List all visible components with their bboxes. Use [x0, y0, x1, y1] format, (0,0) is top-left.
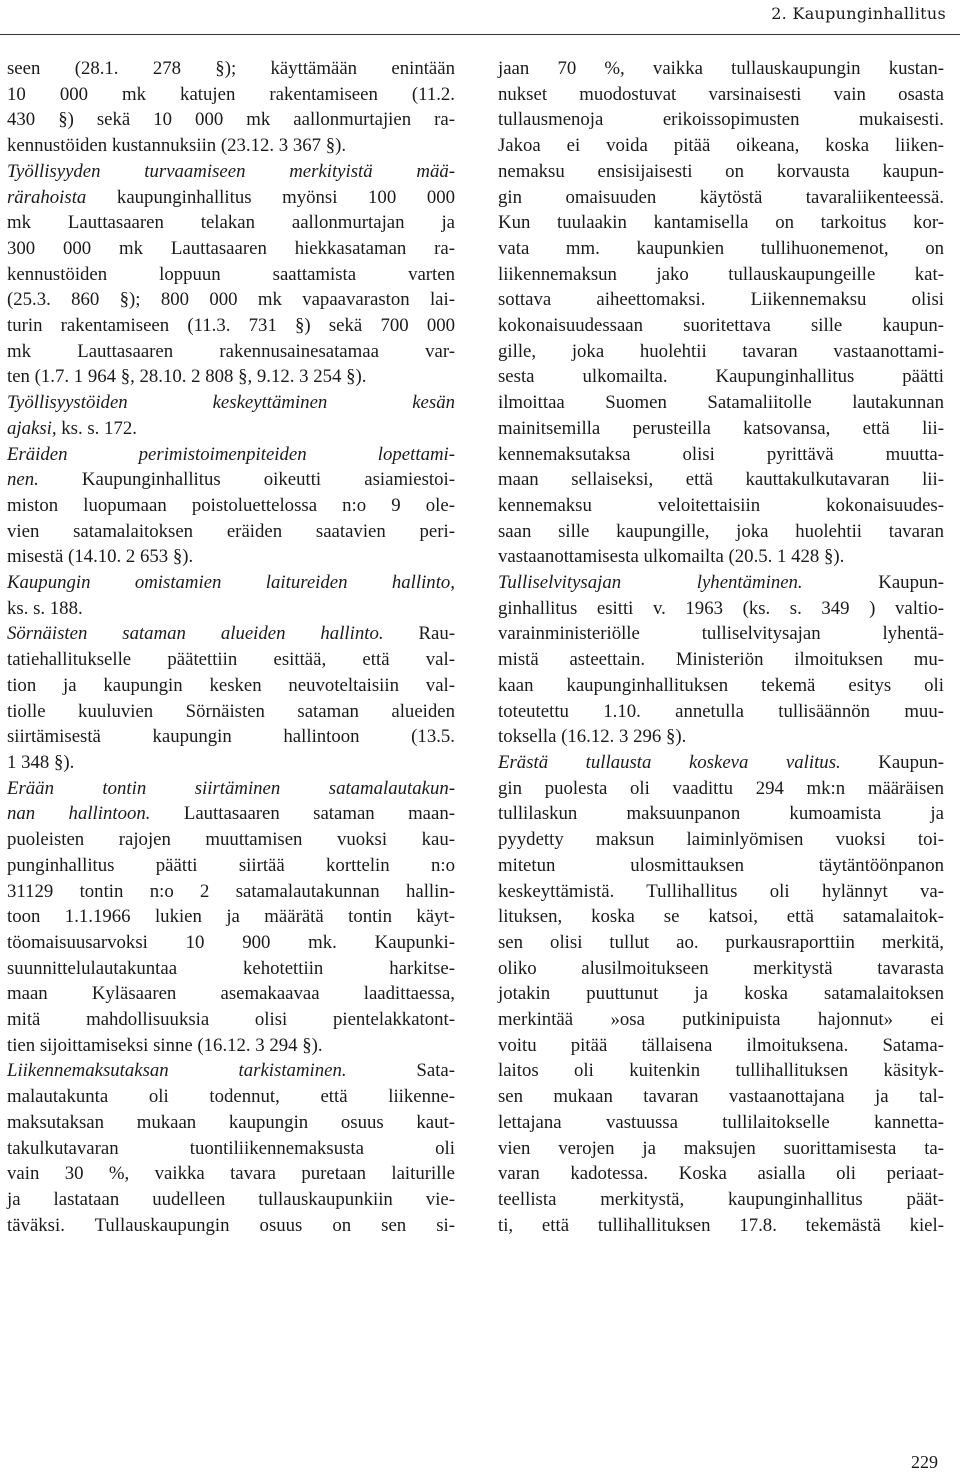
text-run: teellista merkitystä, kaupunginhallitus päät-: [498, 1188, 944, 1210]
text-line: [7, 570, 455, 596]
text-run: sesta ulkomailta. Kaupunginhallitus päätti: [498, 366, 944, 388]
text-run: oliko alusilmoitukseen merkitystä tavarasta: [498, 957, 944, 979]
italic-heading-run: nen.: [7, 469, 39, 491]
text-line: [7, 159, 455, 185]
text-run: Kaupun-: [802, 572, 944, 594]
text-line: [498, 673, 944, 699]
text-line: [7, 1084, 455, 1110]
text-run: ks. s. 172.: [56, 417, 137, 439]
text-line: [498, 776, 944, 802]
text-run: ks. s. 188.: [7, 597, 83, 619]
text-run: mistä asteettain. Ministeriön ilmoituksen mu-: [498, 649, 944, 671]
text-line: [498, 981, 944, 1007]
text-run: lettajana vastuussa tullilaitokselle kannetta-: [498, 1111, 944, 1133]
italic-heading-run: ajaksi,: [7, 417, 57, 439]
text-line: [498, 210, 944, 236]
text-line: [498, 801, 944, 827]
text-line: [498, 1187, 944, 1213]
text-run: seen (28.1. 278 §); käyttämään enintään: [7, 58, 455, 79]
text-line: [498, 287, 944, 313]
header-rule: [0, 34, 960, 35]
text-run: vien verojen ja maksujen suorittamisesta ta-: [498, 1137, 944, 1159]
text-run: 430 §) sekä 10 000 mk aallonmurtajien ra-: [7, 109, 455, 131]
text-line: [7, 647, 455, 673]
text-line: [498, 904, 944, 930]
text-line: [498, 339, 944, 365]
text-line: [7, 390, 455, 416]
right-column: [498, 56, 944, 1238]
text-run: varan kadotessa. Koska asialla oli periaat-: [498, 1163, 944, 1185]
text-line: [7, 364, 455, 390]
text-line: [498, 364, 944, 390]
text-line: [7, 853, 455, 879]
text-line: [7, 1161, 455, 1187]
text-run: gille, joka huolehtii tavaran vastaanottami-: [498, 340, 944, 362]
italic-heading-run: Tulliselvitysajan lyhentäminen.: [498, 572, 803, 594]
text-run: kokonaisuudessaan suoritettava sille kaupun-: [498, 315, 944, 337]
text-run: gin omaisuuden käytöstä tavaraliikenteessä.: [498, 186, 944, 208]
text-line: [498, 544, 944, 570]
text-run: 1 348 §).: [7, 751, 75, 773]
text-line: [498, 853, 944, 879]
text-run: maan Kyläsaaren asemakaavaa laadittaessa,: [7, 983, 455, 1005]
text-run: nukset muodostuvat varsinaisesti vain osasta: [498, 83, 944, 105]
text-line: [498, 442, 944, 468]
text-run: Kun tuulaakin kantamisella on tarkoitus kor-: [498, 212, 944, 234]
text-run: mitä mahdollisuuksia olisi pientelakkatont-: [7, 1009, 455, 1031]
text-run: ti, että tullihallituksen 17.8. tekemästä kiel-: [498, 1214, 944, 1236]
text-line: [7, 1187, 455, 1213]
text-run: nemaksu ensisijaisesti on korvausta kaupun-: [498, 160, 944, 182]
italic-heading-run: rärahoista: [7, 186, 87, 208]
text-line: [7, 442, 455, 468]
text-run: Kaupun-: [840, 751, 944, 773]
text-run: täväksi. Tullauskaupungin osuus on sen si-: [7, 1214, 455, 1236]
text-line: [498, 493, 944, 519]
text-line: [498, 1136, 944, 1162]
text-line: [498, 1033, 944, 1059]
text-run: kennustöiden kustannuksiin (23.12. 3 367 §).: [7, 135, 347, 157]
text-run: vastaanottamisesta ulkomailta (20.5. 1 428 §).: [498, 546, 845, 568]
text-run: toteutettu 1.10. annetulla tullisäännön muu-: [498, 700, 944, 722]
text-run: maksutaksan mukaan kaupungin osuus kaut-: [7, 1111, 455, 1133]
text-line: [498, 1007, 944, 1033]
text-run: suunnittelulautakuntaa kehotettiin harkitse-: [7, 957, 455, 979]
text-run: 300 000 mk Lauttasaaren hiekkasataman ra-: [7, 237, 455, 259]
text-run: jotakin puuttunut ja koska satamalaitoksen: [498, 983, 944, 1005]
text-line: [498, 519, 944, 545]
text-line: [7, 493, 455, 519]
text-line: [498, 647, 944, 673]
text-run: Sata-: [346, 1060, 455, 1082]
text-line: [7, 801, 455, 827]
text-line: [7, 313, 455, 339]
text-run: laitos oli kuitenkin tullihallituksen käsityk-: [498, 1060, 944, 1082]
text-run: tatiehallitukselle päätettiin esittää, että val-: [7, 649, 455, 671]
text-line: [498, 621, 944, 647]
text-line: [498, 699, 944, 725]
text-run: mitetun ulosmittauksen täytäntöönpanon: [498, 854, 944, 876]
text-line: [498, 159, 944, 185]
text-run: mk Lauttasaaren rakennusainesatamaa var-: [7, 340, 455, 362]
text-run: ten (1.7. 1 964 §, 28.10. 2 808 §, 9.12. 3 254 §).: [7, 366, 367, 388]
text-run: gin puolesta oli vaadittu 294 mk:n määräisen: [498, 777, 944, 799]
text-run: siirtämisestä kaupungin hallintoon (13.5.: [7, 726, 455, 748]
text-line: [7, 56, 455, 82]
text-run: pyydetty maksun laiminlyömisen vuoksi toi-: [498, 829, 944, 851]
text-line: [7, 750, 455, 776]
text-line: [7, 133, 455, 159]
text-run: kennemaksu veloitettaisiin kokonaisuudes-: [498, 494, 944, 516]
text-run: 31129 tontin n:o 2 satamalautakunnan hallin-: [7, 880, 455, 902]
text-run: ja lastataan uudelleen tullauskaupunkiin vie-: [7, 1188, 455, 1210]
text-line: [498, 1161, 944, 1187]
text-line: [7, 1058, 455, 1084]
text-run: Rau-: [383, 623, 455, 645]
text-line: [7, 519, 455, 545]
text-run: tiolle kuuluvien Sörnäisten sataman alueiden: [7, 700, 455, 722]
text-run: malautakunta oli todennut, että liikenne-: [7, 1086, 455, 1108]
running-header: 2. Kaupunginhallitus: [771, 4, 946, 23]
text-line: [7, 596, 455, 622]
text-run: jaan 70 %, vaikka tullauskaupungin kustan-: [498, 58, 944, 79]
text-line: [498, 467, 944, 493]
text-run: varainministeriölle tulliselvitysajan lyhentä-: [498, 623, 944, 645]
text-run: kennemaksutaksa olisi pyrittävä muutta-: [498, 443, 944, 465]
text-line: [7, 879, 455, 905]
text-line: [7, 1213, 455, 1239]
text-line: [498, 390, 944, 416]
text-line: [7, 339, 455, 365]
text-line: [7, 956, 455, 982]
text-run: tion ja kaupungin kesken neuvoteltaisiin val-: [7, 674, 455, 696]
text-line: [498, 570, 944, 596]
text-line: [498, 82, 944, 108]
italic-heading-run: Eräiden perimistoimenpiteiden lopettami-: [7, 443, 455, 465]
italic-heading-run: Työllisyystöiden keskeyttäminen kesän: [7, 392, 455, 414]
text-run: tullausmenoja erikoissopimusten mukaisesti.: [498, 109, 944, 131]
italic-heading-run: Sörnäisten sataman alueiden hallinto.: [7, 623, 384, 645]
text-run: kaan kaupunginhallituksen tekemä esitys oli: [498, 674, 944, 696]
text-line: [7, 621, 455, 647]
text-run: maan sellaiseksi, että kauttakulkutavaran lii-: [498, 469, 944, 491]
text-line: [498, 1058, 944, 1084]
text-line: [498, 416, 944, 442]
text-run: Lauttasaaren sataman maan-: [150, 803, 455, 825]
text-run: miston luopumaan poistoluettelossa n:o 9 ole-: [7, 494, 455, 516]
text-run: keskeyttämistä. Tullihallitus oli hylännyt va-: [498, 880, 944, 902]
text-line: [7, 699, 455, 725]
text-run: kennustöiden loppuun saattamista varten: [7, 263, 455, 285]
text-run: takulkutavaran tuontiliikennemaksusta oli: [7, 1137, 455, 1159]
text-run: sen mukaan tavaran vastaanottajana ja tal-: [498, 1086, 944, 1108]
text-line: [498, 1110, 944, 1136]
text-line: [7, 904, 455, 930]
text-run: Jakoa ei voida pitää oikeana, koska liiken-: [498, 135, 944, 157]
text-line: [7, 724, 455, 750]
italic-heading-run: Työllisyyden turvaamiseen merkityistä mää-: [7, 160, 455, 182]
italic-heading-run: Erästä tullausta koskeva valitus.: [498, 751, 841, 773]
text-line: [498, 185, 944, 211]
text-line: [7, 287, 455, 313]
text-line: [7, 1007, 455, 1033]
text-line: [7, 262, 455, 288]
text-line: [498, 107, 944, 133]
text-run: merkintää »osa putkinipuista hajonnut» ei: [498, 1009, 944, 1031]
text-line: [7, 673, 455, 699]
text-line: [7, 1110, 455, 1136]
text-line: [7, 981, 455, 1007]
text-run: vien satamalaitoksen eräiden saatavien peri-: [7, 520, 455, 542]
text-run: saan sille kaupungille, joka huolehtii tavaran: [498, 520, 944, 542]
italic-heading-run: nan hallintoon.: [7, 803, 151, 825]
text-line: [498, 56, 944, 82]
text-run: misestä (14.10. 2 653 §).: [7, 546, 194, 568]
text-line: [7, 930, 455, 956]
text-run: puoleisten rajojen muuttamisen vuoksi kau-: [7, 829, 455, 851]
text-run: punginhallitus päätti siirtää korttelin n:o: [7, 854, 455, 876]
text-line: [498, 956, 944, 982]
text-run: liikennemaksun jako tullauskaupungeille kat-: [498, 263, 944, 285]
text-line: [7, 185, 455, 211]
text-line: [7, 544, 455, 570]
text-run: toksella (16.12. 3 296 §).: [498, 726, 687, 748]
text-run: turin rakentamiseen (11.3. 731 §) sekä 700 000: [7, 315, 455, 337]
text-line: [498, 750, 944, 776]
text-line: [498, 596, 944, 622]
text-line: [498, 724, 944, 750]
text-run: sottava aiheettomaksi. Liikennemaksu olisi: [498, 289, 944, 311]
text-run: mainitsemilla perusteilla katsovansa, että lii-: [498, 417, 944, 439]
text-run: vata mm. kaupunkien tullihuonemenot, on: [498, 237, 944, 259]
text-run: kaupunginhallitus myönsi 100 000: [86, 186, 455, 208]
text-line: [498, 313, 944, 339]
text-run: mk Lauttasaaren telakan aallonmurtajan ja: [7, 212, 455, 234]
text-line: [7, 210, 455, 236]
text-line: [7, 82, 455, 108]
text-line: [498, 262, 944, 288]
text-line: [7, 107, 455, 133]
text-line: [498, 879, 944, 905]
text-line: [498, 1213, 944, 1239]
text-line: [498, 930, 944, 956]
text-run: töomaisuusarvoksi 10 900 mk. Kaupunki-: [7, 931, 455, 953]
italic-heading-run: Liikennemaksutaksan tarkistaminen.: [7, 1060, 347, 1082]
text-line: [7, 1136, 455, 1162]
italic-heading-run: Kaupungin omistamien laitureiden hallinto,: [7, 572, 455, 594]
text-run: (25.3. 860 §); 800 000 mk vapaavaraston lai-: [7, 289, 455, 311]
text-run: voitu pitää tällaisena ilmoituksena. Satama-: [498, 1034, 944, 1056]
text-line: [7, 236, 455, 262]
page-number: 229: [911, 1452, 938, 1472]
text-run: vain 30 %, vaikka tavara puretaan laiturille: [7, 1163, 455, 1185]
text-run: sen olisi tullut ao. purkausraporttiin merkitä,: [498, 931, 944, 953]
text-line: [498, 827, 944, 853]
italic-heading-run: Erään tontin siirtäminen satamalautakun-: [7, 777, 455, 799]
text-run: ginhallitus esitti v. 1963 (ks. s. 349 ) valtio-: [498, 597, 944, 619]
text-run: tien sijoittamiseksi sinne (16.12. 3 294 §).: [7, 1034, 323, 1056]
text-run: 10 000 mk katujen rakentamiseen (11.2.: [7, 83, 455, 105]
text-run: ilmoittaa Suomen Satamaliitolle lautakunnan: [498, 392, 944, 414]
text-line: [498, 1084, 944, 1110]
text-line: [7, 1033, 455, 1059]
left-column: [7, 56, 455, 1238]
text-run: Kaupunginhallitus oikeutti asiamiestoi-: [38, 469, 455, 491]
text-line: [498, 133, 944, 159]
text-run: lituksen, koska se katsoi, että satamalaitok-: [498, 906, 944, 928]
text-run: toon 1.1.1966 lukien ja määrätä tontin käyt-: [7, 906, 455, 928]
text-line: [498, 236, 944, 262]
text-line: [7, 416, 455, 442]
text-line: [7, 827, 455, 853]
text-run: tullilaskun maksuunpanon kumoamista ja: [498, 803, 944, 825]
text-line: [7, 776, 455, 802]
text-line: [7, 467, 455, 493]
